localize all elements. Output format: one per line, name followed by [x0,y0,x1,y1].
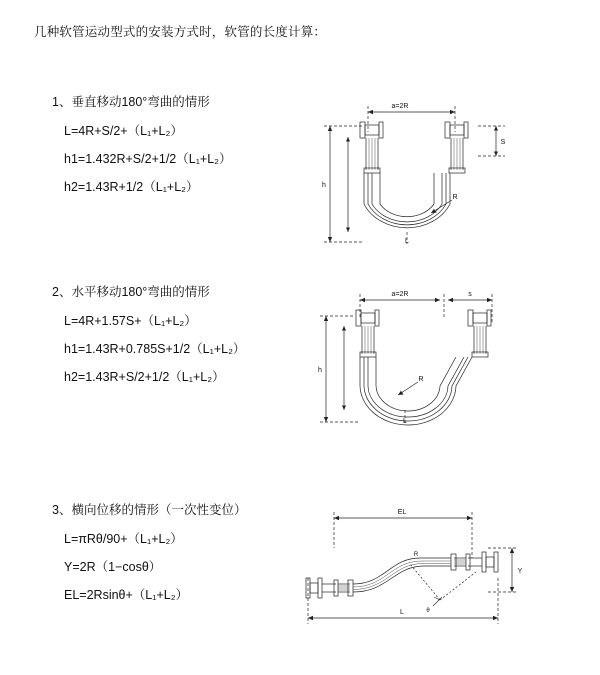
section-1-heading: 1、垂直移动180°弯曲的情形 [52,95,210,109]
label-el-3: EL [397,509,407,516]
label-height-1: h [322,182,326,189]
label-radius-2: R [418,376,424,383]
section-2-text [52,282,302,395]
page-title: 几种软管运动型式的安装方式时，软管的长度计算： [34,25,327,39]
section-lateral-offset [0,500,600,650]
section-3-heading: 3、横向位移的情形（一次性变位） [52,503,247,517]
section-horizontal-180 [0,282,600,472]
lateral-offset-svg [290,500,540,640]
label-top-dim2-2: s [468,291,472,298]
section-vertical-180 [0,92,600,272]
section-3-text [52,500,302,613]
label-side-1: S [500,139,506,146]
section-3-formula-3: EL=2Rsinθ+（L₁+L₂） [64,588,189,602]
label-radius-3: R [413,552,419,558]
label-angle-3: θ [426,608,430,614]
section-1-formula-1: L=4R+S/2+（L₁+L₂） [64,124,183,138]
label-y-3: Y [517,568,523,575]
section-1-formula-2: h1=1.432R+S/2+1/2（L₁+L₂） [64,152,232,166]
horizontal-180-bend-drawing [300,282,530,467]
section-1-formula-3: h2=1.43R+1/2（L₁+L₂） [64,180,199,194]
section-2-formula-1: L=4R+1.57S+（L₁+L₂） [64,314,197,328]
section-3-formula-1: L=πRθ/90+（L₁+L₂） [64,532,183,546]
vertical-180-bend-drawing [300,92,530,277]
section-2-heading: 2、水平移动180°弯曲的情形 [52,285,210,299]
label-bottom-2: L [403,418,407,425]
section-3-formula-2: Y=2R（1−cosθ） [64,560,162,574]
label-l-3: L [400,609,404,616]
label-radius-1: R [452,194,458,201]
section-2-formula-3: h2=1.43R+S/2+1/2（L₁+L₂） [64,370,225,384]
label-top-dim-2: a=2R [391,291,409,298]
horizontal-180-bend-svg [300,282,530,462]
section-2-formula-2: h1=1.43R+0.785S+1/2（L₁+L₂） [64,342,246,356]
lateral-offset-drawing [290,500,540,645]
label-bottom-1: L [405,238,409,245]
label-height-2: h [318,367,322,374]
label-top-dim-1: a=2R [391,103,409,110]
vertical-180-bend-svg [300,92,530,272]
section-1-text [52,92,302,205]
